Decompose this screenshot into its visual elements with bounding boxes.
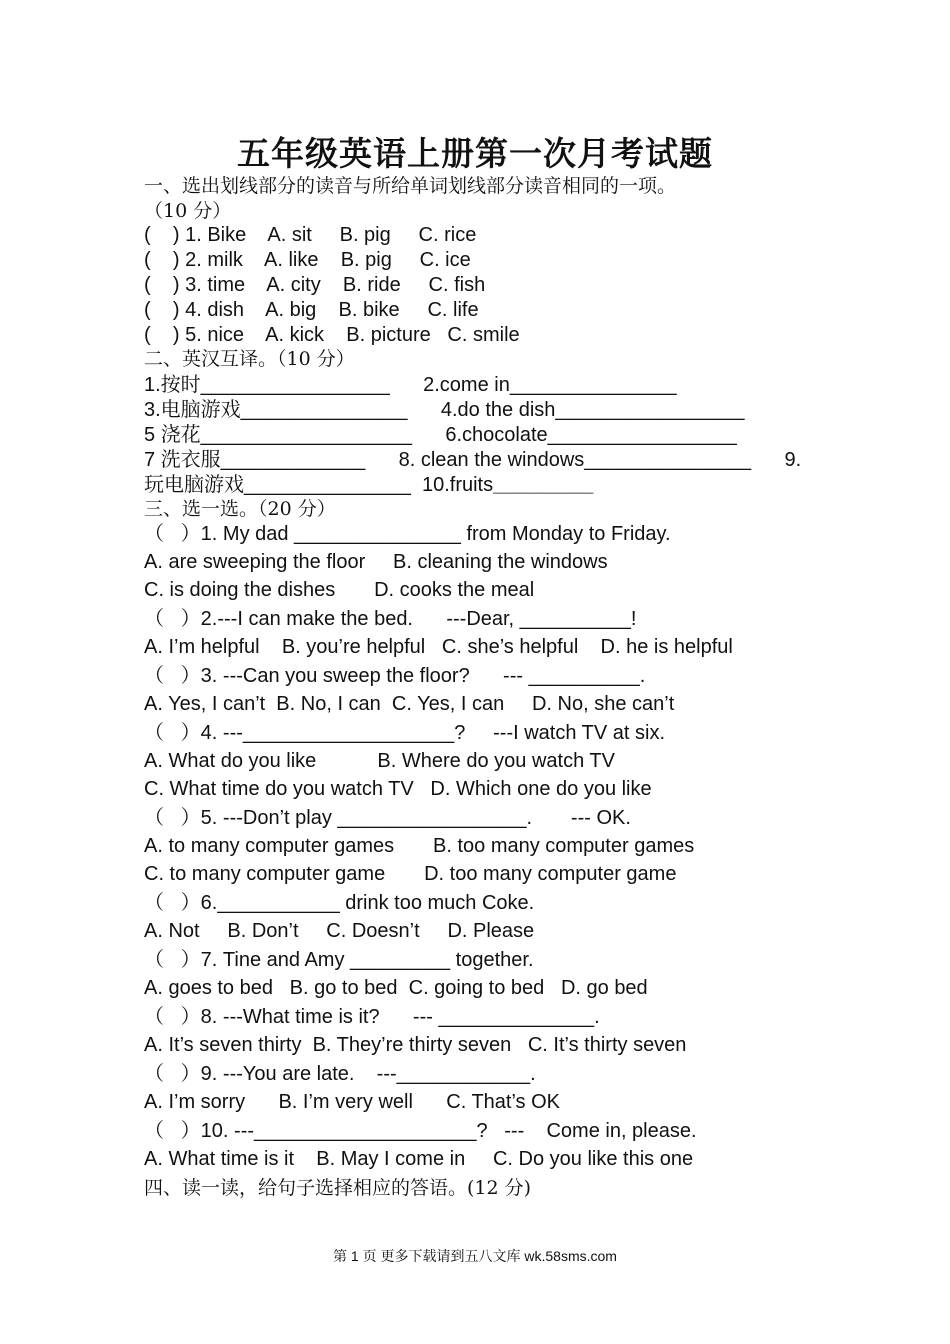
exam-line: A. I’m helpful B. you’re helpful C. she’s helpful D. he is helpful [144, 636, 733, 658]
exam-line: （ ）10. ---____________________? --- Come in, please. [144, 1120, 697, 1142]
exam-line: （ ）2.---I can make the bed. ---Dear, __________! [144, 608, 637, 630]
exam-line: ( ) 4. dish A. big B. bike C. life [144, 299, 479, 321]
section-heading: 四、读一读，给句子选择相应的答语。(12 分) [144, 1177, 532, 1199]
exam-line: A. What do you like B. Where do you watch TV [144, 750, 615, 772]
exam-line: ( ) 5. nice A. kick B. picture C. smile [144, 324, 520, 346]
exam-line: （ ）9. ---You are late. ---____________. [144, 1063, 536, 1085]
page-footer: 第 1 页 更多下载请到五八文库 wk.58sms.com [333, 1248, 617, 1264]
exam-line: （ ）6.___________ drink too much Coke. [144, 892, 535, 914]
exam-line: ( ) 2. milk A. like B. pig C. ice [144, 249, 471, 271]
exam-line: ( ) 1. Bike A. sit B. pig C. rice [144, 224, 477, 246]
section-heading: 二、英汉互译。（10 分） [144, 348, 355, 370]
exam-line: A. It’s seven thirty B. They’re thirty seven C. It’s thirty seven [144, 1034, 687, 1056]
answer-blank: _________ [493, 474, 594, 496]
exam-line: A. Not B. Don’t C. Doesn’t D. Please [144, 920, 535, 942]
exam-line: 玩电脑游戏_______________ 10.fruits_________ [144, 474, 594, 496]
exam-line: 3.电脑游戏_______________ 4.do the dish_________________ [144, 399, 745, 421]
section-heading: 一、选出划线部分的读音与所给单词划线部分读音相同的一项。 [144, 175, 677, 197]
exam-line: （ ）3. ---Can you sweep the floor? --- __________. [144, 665, 646, 687]
exam-line: C. is doing the dishes D. cooks the meal [144, 579, 535, 601]
exam-line: 7 洗衣服_____________ 8. clean the windows_______________ 9. [144, 449, 802, 471]
section-heading: 三、选一选。（20 分） [144, 498, 336, 520]
exam-line: （ ）5. ---Don’t play _________________. --- OK. [144, 807, 631, 829]
exam-line: （ ）8. ---What time is it? --- ______________. [144, 1006, 600, 1028]
exam-line: 5 浇花___________________ 6.chocolate_________________ [144, 424, 737, 446]
exam-line: ( ) 3. time A. city B. ride C. fish [144, 274, 486, 296]
exam-line: 1.按时_________________ 2.come in_______________ [144, 374, 677, 396]
exam-line: A. goes to bed B. go to bed C. going to bed D. go bed [144, 977, 648, 999]
page-title: 五年级英语上册第一次月考试题 [237, 134, 713, 173]
exam-line: （ ）1. My dad _______________ from Monday to Friday. [144, 523, 671, 545]
exam-line: C. What time do you watch TV D. Which one do you like [144, 778, 652, 800]
exam-line: C. to many computer game D. too many computer game [144, 863, 677, 885]
exam-line: A. to many computer games B. too many computer games [144, 835, 695, 857]
exam-line: （ ）7. Tine and Amy _________ together. [144, 949, 534, 971]
exam-line: A. I’m sorry B. I’m very well C. That’s OK [144, 1091, 561, 1113]
exam-line: A. are sweeping the floor B. cleaning the windows [144, 551, 608, 573]
exam-line: A. Yes, I can’t B. No, I can C. Yes, I can D. No, she can’t [144, 693, 675, 715]
exam-line: （ ）4. ---___________________? ---I watch TV at six. [144, 722, 666, 744]
exam-line: A. What time is it B. May I come in C. Do you like this one [144, 1148, 694, 1170]
section-heading: （10 分） [144, 200, 232, 222]
